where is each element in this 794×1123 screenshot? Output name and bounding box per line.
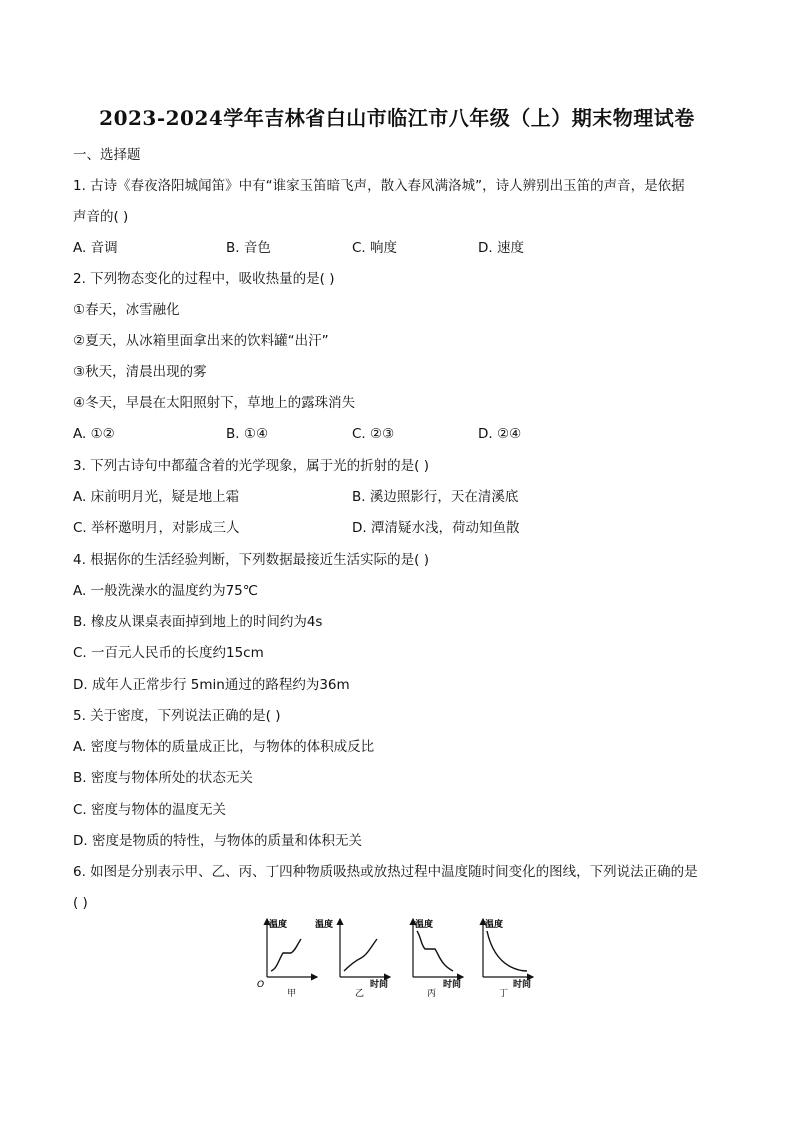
q1-option-b: B. 音色 bbox=[226, 240, 271, 256]
panel-label: 乙 bbox=[355, 989, 365, 999]
q1-stem-line1: 1. 古诗《春夜洛阳城闻笛》中有“谁家玉笛暗飞声，散入春风满洛城”，诗人辨别出玉笛的声音，是依据 bbox=[73, 178, 685, 194]
q3-option-b: B. 溪边照影行，天在清溪底 bbox=[352, 489, 519, 505]
q2-option-b: B. ①④ bbox=[226, 426, 269, 442]
graph-curve bbox=[271, 939, 301, 971]
q2-item-4: ④冬天，早晨在太阳照射下，草地上的露珠消失 bbox=[73, 395, 356, 411]
q5-option-d: D. 密度是物质的特性，与物体的质量和体积无关 bbox=[73, 833, 362, 849]
origin-label: O bbox=[257, 980, 265, 990]
q4-option-a: A. 一般洗澡水的温度约为75℃ bbox=[73, 583, 258, 599]
y-label: 温度 bbox=[485, 920, 504, 930]
q2-option-a: A. ①② bbox=[73, 426, 115, 442]
q4-option-c: C. 一百元人民币的长度约15cm bbox=[73, 645, 264, 661]
q3-stem: 3. 下列古诗句中都蕴含着的光学现象，属于光的折射的是( ) bbox=[73, 458, 429, 474]
q2-item-3: ③秋天，清晨出现的雾 bbox=[73, 364, 207, 380]
q6-stem-line2: ( ) bbox=[73, 895, 88, 911]
q3-option-c: C. 举杯邀明月，对影成三人 bbox=[73, 520, 240, 536]
x-label: 时间 bbox=[443, 980, 462, 990]
q4-stem: 4. 根据你的生活经验判断，下列数据最接近生活实际的是( ) bbox=[73, 552, 429, 568]
x-label: 时间 bbox=[513, 980, 532, 990]
q5-stem: 5. 关于密度，下列说法正确的是( ) bbox=[73, 708, 281, 724]
y-label: 温度 bbox=[269, 920, 288, 930]
panel-label: 丁 bbox=[499, 989, 509, 999]
q2-item-1: ①春天，冰雪融化 bbox=[73, 302, 180, 318]
panel-label: 丙 bbox=[427, 989, 437, 999]
q1-stem-line2: 声音的( ) bbox=[73, 209, 129, 225]
q5-option-b: B. 密度与物体所处的状态无关 bbox=[73, 770, 253, 786]
q2-option-c: C. ②③ bbox=[352, 426, 395, 442]
q3-option-a: A. 床前明月光，疑是地上霜 bbox=[73, 489, 240, 505]
q2-option-d: D. ②④ bbox=[478, 426, 522, 442]
q5-option-a: A. 密度与物体的质量成正比，与物体的体积成反比 bbox=[73, 739, 375, 755]
y-label: 温度 bbox=[415, 920, 434, 930]
q1-option-a: A. 音调 bbox=[73, 240, 118, 256]
q2-stem: 2. 下列物态变化的过程中，吸收热量的是( ) bbox=[73, 271, 335, 287]
q6-figure bbox=[255, 915, 545, 1005]
section-heading: 一、选择题 bbox=[73, 147, 141, 163]
q4-option-d: D. 成年人正常步行 5min通过的路程约为36m bbox=[73, 677, 350, 693]
graph-panel-yi bbox=[315, 918, 390, 999]
y-label: 温度 bbox=[315, 920, 334, 930]
graph-curve bbox=[417, 931, 453, 971]
q2-item-2: ②夏天，从冰箱里面拿出来的饮料罐“出汗” bbox=[73, 333, 329, 349]
x-label: 时间 bbox=[370, 980, 389, 990]
q5-option-c: C. 密度与物体的温度无关 bbox=[73, 802, 227, 818]
graph-panel-ding bbox=[483, 918, 533, 999]
q6-stem-line1: 6. 如图是分别表示甲、乙、丙、丁四种物质吸热或放热过程中温度随时间变化的图线，下列说法正确的是 bbox=[73, 864, 698, 880]
temperature-time-graphs bbox=[255, 915, 545, 1005]
q1-option-c: C. 响度 bbox=[352, 240, 398, 256]
graph-curve bbox=[344, 939, 377, 971]
graph-curve bbox=[487, 931, 527, 971]
graph-panel-bing bbox=[413, 918, 463, 999]
page-title: 2023-2024学年吉林省白山市临江市八年级（上）期末物理试卷 bbox=[99, 106, 695, 130]
q3-option-d: D. 潭清疑水浅，荷动知鱼散 bbox=[352, 520, 520, 536]
graph-panel-jia bbox=[257, 918, 317, 999]
q4-option-b: B. 橡皮从课桌表面掉到地上的时间约为4s bbox=[73, 614, 323, 630]
q1-option-d: D. 速度 bbox=[478, 240, 524, 256]
panel-label: 甲 bbox=[287, 989, 297, 999]
